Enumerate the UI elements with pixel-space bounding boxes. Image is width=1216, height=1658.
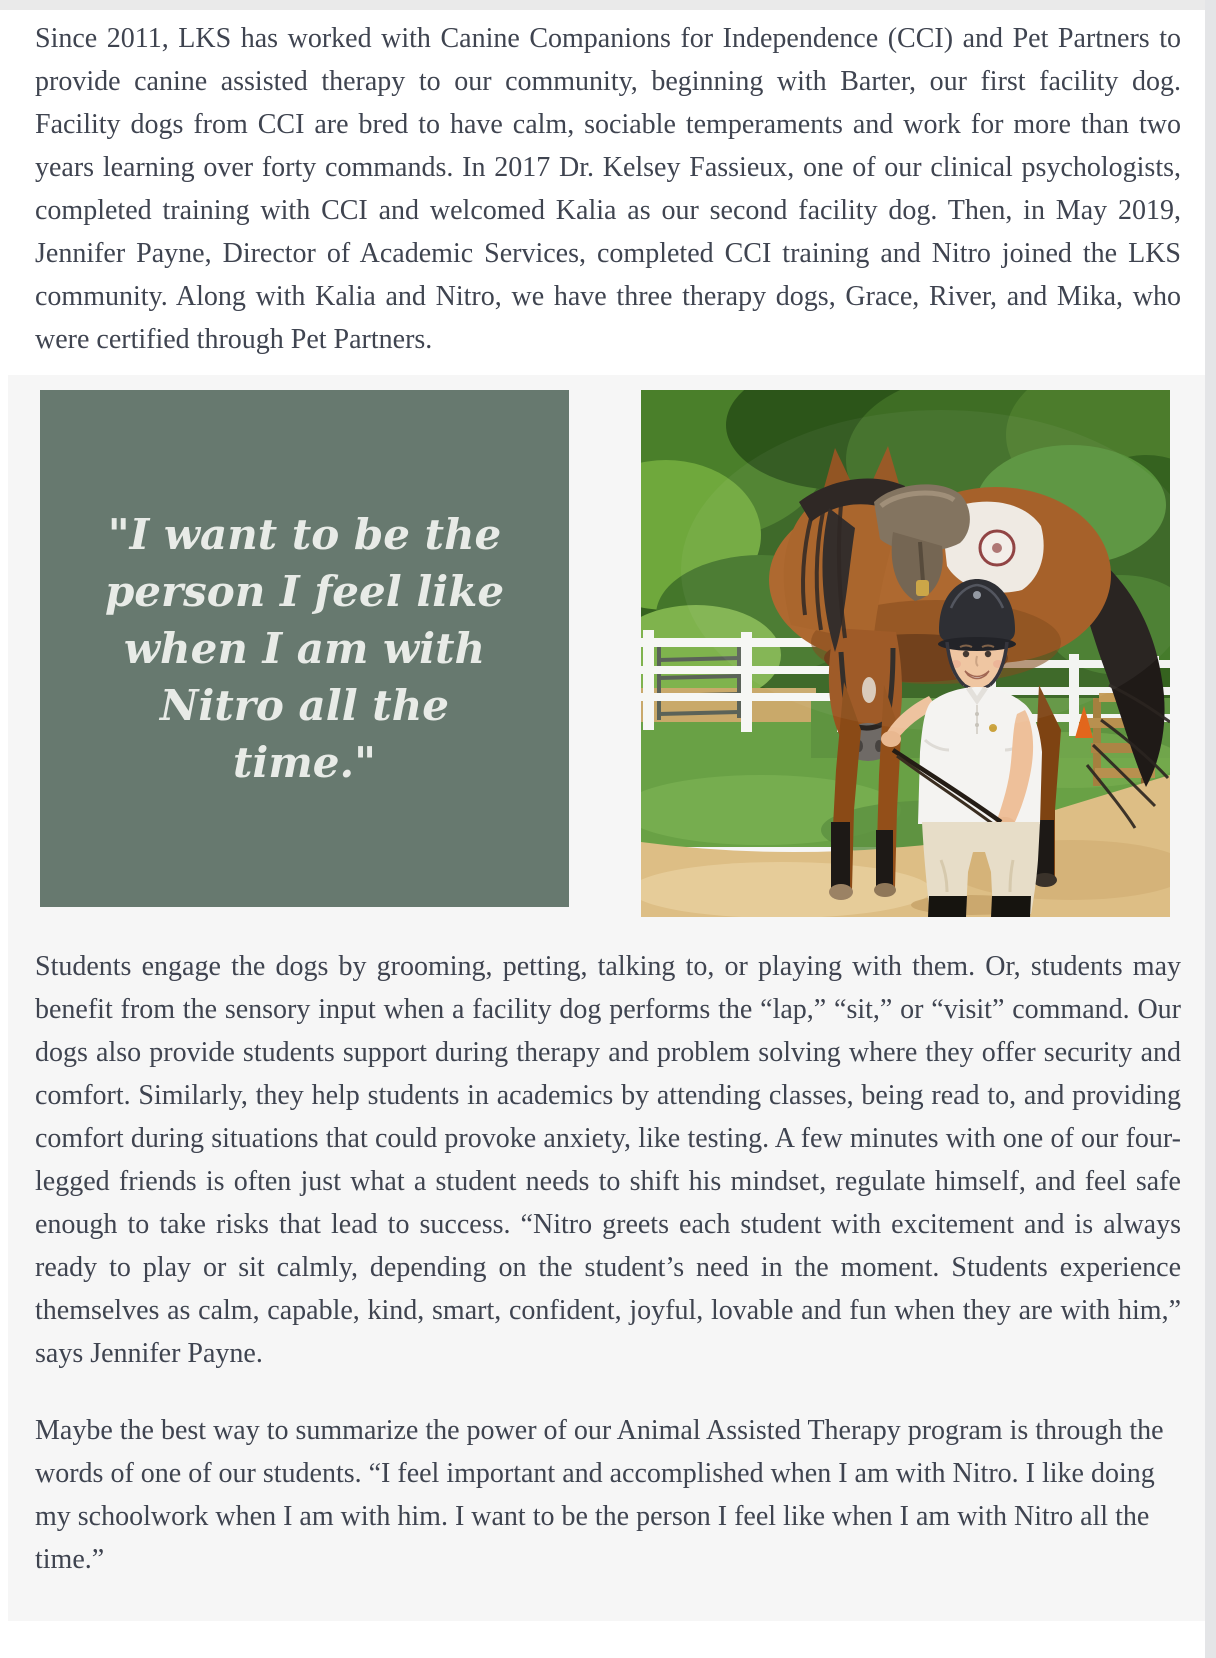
pull-quote-line: when I am with — [123, 624, 486, 673]
quote-and-photo-row — [35, 390, 1181, 917]
pull-quote-line: person I feel like — [104, 567, 505, 616]
intro-section — [8, 10, 1205, 375]
feature-section — [8, 375, 1205, 1621]
pull-quote-card — [40, 390, 569, 907]
program-paragraph: Students engage the dogs by grooming, petting, talking to, or playing with them. Or, students may benefit from the sensory input when a facility dog performs the “lap,” “sit,” or “visit” command. Our dogs also provide students support during therapy and problem solving where they offer security and comfort. Similarly, they help students in academics by attending classes, being read to, and providing comfort during situations that could provoke anxiety, like testing. A few minutes with one of our four-legged friends is often just what a student needs to shift his mindset, regulate himself, and feel safe enough to take risks that lead to success. “Nitro greets each student with excitement and is always ready to play or sit calmly, depending on the student’s need in the moment. Students experience themselves as calm, capable, kind, smart, confident, joyful, lovable and fun when they are with him,” says Jennifer Payne. — [35, 951, 1181, 1369]
intro-paragraph: Since 2011, LKS has worked with Canine Companions for Independence (CCI) and Pet Partners to provide canine assisted therapy to our community, beginning with Barter, our first facility dog. Facility dogs from CCI are bred to have calm, sociable temperaments and work for more than two years learning over forty commands. In 2017 Dr. Kelsey Fassieux, one of our clinical psychologists, completed training with CCI and welcomed Kalia as our second facility dog. Then, in May 2019, Jennifer Payne, Director of Academic Services, completed CCI training and Nitro joined the LKS community. Along with Kalia and Nitro, we have three therapy dogs, Grace, River, and Mika, who were certified through Pet Partners. — [35, 23, 1181, 355]
closing-paragraph: Maybe the best way to summarize the power of our Animal Assisted Therapy program is through the words of one of our students. “I feel important and accomplished when I am with Nitro. I like doing my schoolwork when I am with him. I want to be the person I feel like when I am with Nitro all the time.” — [35, 1415, 1164, 1575]
student-horse-photo-illustration — [641, 390, 1170, 917]
top-divider-band — [0, 0, 1216, 10]
scrollbar-track[interactable] — [1205, 0, 1216, 1658]
pull-quote-line: Nitro all the — [160, 681, 449, 730]
student-horse-photo — [641, 390, 1170, 917]
pull-quote-line: time." — [232, 738, 377, 787]
pull-quote-line: "I want to be the — [107, 510, 502, 559]
newsletter-body — [8, 10, 1205, 1621]
